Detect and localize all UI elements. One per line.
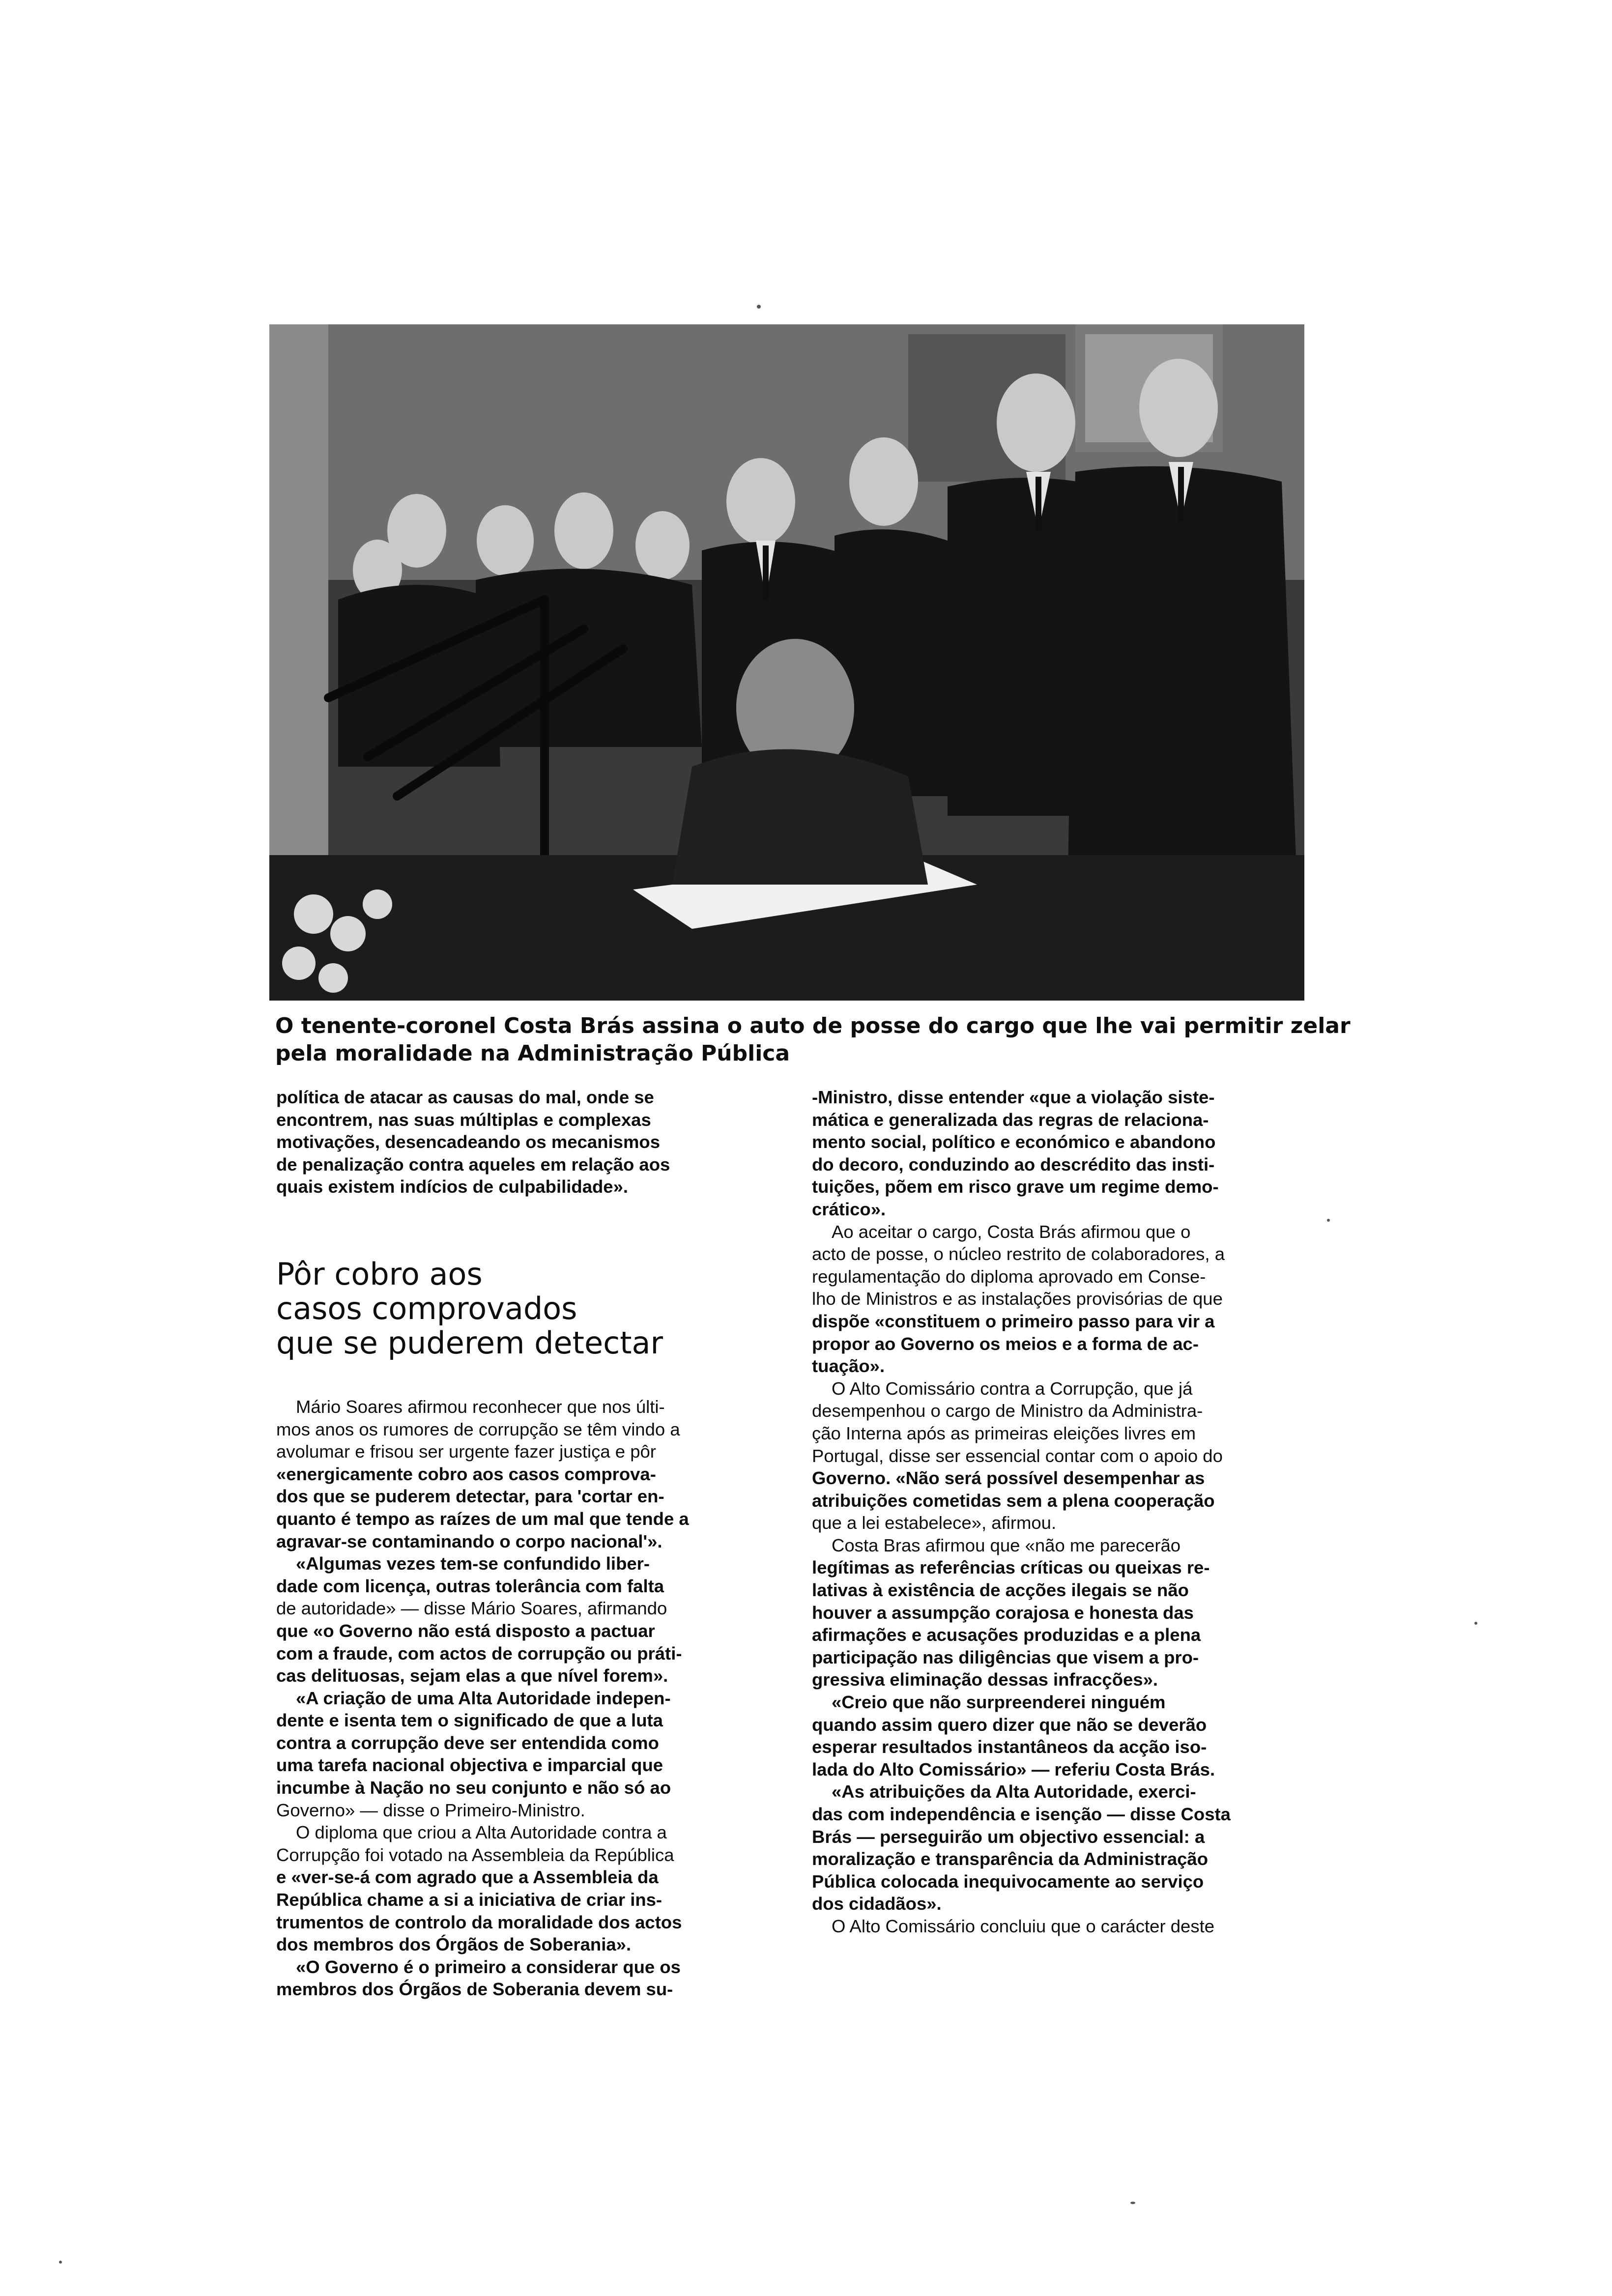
text-line: Corrupção foi votado na Assembleia da República	[276, 1844, 674, 1865]
text-line: O diploma que criou a Alta Autoridade contra a	[296, 1822, 667, 1843]
text-line: com a fraude, com actos de corrupção ou práti-	[276, 1643, 682, 1664]
text-line: lativas à existência de acções ilegais se não	[812, 1580, 1189, 1601]
text-line: Brás — perseguirão um objectivo essencial: a	[812, 1826, 1205, 1847]
text-line: uma tarefa nacional objectiva e imparcial que	[276, 1755, 663, 1776]
text-line: trumentos de controlo da moralidade dos actos	[276, 1912, 682, 1932]
paragraph	[812, 1780, 1303, 1915]
text-line: houver a assumpção corajosa e honesta das	[812, 1602, 1194, 1623]
paragraph	[276, 1956, 768, 2001]
news-photograph	[269, 324, 1304, 1001]
paragraph	[276, 1687, 768, 1822]
text-line: do decoro, conduzindo ao descrédito das insti-	[812, 1154, 1215, 1175]
text-line: mos anos os rumores de corrupção se têm vindo a	[276, 1419, 680, 1439]
paragraph	[812, 1086, 1303, 1221]
text-line: tuições, põem em risco grave um regime demo-	[812, 1177, 1219, 1197]
text-line: ção Interna após as primeiras eleições livres em	[812, 1423, 1196, 1443]
paragraph	[276, 1821, 768, 1956]
text-line: política de atacar as causas do mal, onde se	[276, 1087, 654, 1107]
scan-speck	[59, 2261, 62, 2264]
text-line: contra a corrupção deve ser entendida como	[276, 1732, 659, 1753]
text-line: encontrem, nas suas múltiplas e complexas	[276, 1109, 651, 1130]
text-line: quais existem indícios de culpabilidade».	[276, 1177, 629, 1197]
paragraph	[812, 1915, 1303, 1938]
text-line: O Alto Comissário contra a Corrupção, que já	[832, 1378, 1193, 1399]
paragraph	[276, 1086, 768, 1198]
text-line: participação nas diligências que visem a pro-	[812, 1647, 1199, 1667]
text-line: tuação».	[812, 1356, 885, 1377]
text-line: acto de posse, o núcleo restrito de colaboradores, a	[812, 1244, 1225, 1264]
text-line: Pública colocada inequivocamente ao serviço	[812, 1871, 1204, 1892]
heading-line: casos comprovados	[276, 1290, 577, 1326]
text-line: mática e generalizada das regras de relaciona-	[812, 1109, 1209, 1130]
text-line: Costa Bras afirmou que «não me parecerão	[832, 1535, 1181, 1555]
text-line: dos membros dos Órgãos de Soberania».	[276, 1934, 632, 1955]
text-line: moralização e transparência da Administração	[812, 1849, 1209, 1869]
text-line: regulamentação do diploma aprovado em Conse-	[812, 1266, 1206, 1287]
scan-speck	[1327, 1219, 1330, 1222]
text-line: avolumar e frisou ser urgente fazer justiça e pôr	[276, 1441, 656, 1462]
text-line: Ao aceitar o cargo, Costa Brás afirmou que o	[832, 1221, 1191, 1242]
text-line: República chame a si a iniciativa de criar ins-	[276, 1890, 662, 1910]
text-line: dente e isenta tem o significado de que a luta	[276, 1710, 663, 1731]
text-line: motivações, desencadeando os mecanismos	[276, 1132, 661, 1152]
text-line: cas delituosas, sejam elas a que nível forem».	[276, 1665, 668, 1686]
caption-line: pela moralidade na Administração Pública	[275, 1041, 790, 1066]
photo-illustration	[269, 324, 1304, 1001]
text-line: quanto é tempo as raízes de um mal que tende a	[276, 1508, 689, 1529]
heading-line: Pôr cobro aos	[276, 1256, 483, 1292]
text-line: propor ao Governo os meios e a forma de ac-	[812, 1333, 1199, 1354]
caption-line: O tenente-coronel Costa Brás assina o auto de posse do cargo que lhe vai permitir zelar	[275, 1013, 1351, 1038]
article-column-left	[276, 1086, 768, 2001]
text-line: esperar resultados instantâneos da acção iso-	[812, 1737, 1207, 1757]
text-line: O Alto Comissário concluiu que o carácter deste	[832, 1916, 1215, 1936]
scan-speck	[1130, 2202, 1135, 2204]
text-line: afirmações e acusações produzidas e a plena	[812, 1625, 1201, 1645]
paragraph	[812, 1221, 1303, 1378]
text-line: dos cidadãos».	[812, 1894, 942, 1914]
text-line: «O Governo é o primeiro a considerar que os	[296, 1956, 681, 1977]
text-line: Governo. «Não será possível desempenhar as	[812, 1468, 1205, 1489]
paragraph	[276, 1552, 768, 1687]
text-line: quando assim quero dizer que não se deverão	[812, 1714, 1207, 1735]
text-line: membros dos Órgãos de Soberania devem su-	[276, 1979, 673, 2000]
text-line: «Creio que não surpreenderei ninguém	[832, 1692, 1166, 1713]
section-heading	[276, 1257, 768, 1360]
paragraph	[812, 1691, 1303, 1780]
text-line: e «ver-se-á com agrado que a Assembleia da	[276, 1867, 659, 1888]
photo-caption	[275, 1012, 1351, 1067]
text-line: «energicamente cobro aos casos comprova-	[276, 1464, 656, 1484]
text-line: que a lei estabelece», afirmou.	[812, 1513, 1057, 1533]
text-line: desempenhou o cargo de Ministro da Administra-	[812, 1401, 1203, 1421]
text-line: atribuições cometidas sem a plena cooperação	[812, 1490, 1215, 1511]
text-line: «A criação de uma Alta Autoridade indepen-	[296, 1688, 671, 1708]
text-line: -Ministro, disse entender «que a violação siste-	[812, 1087, 1215, 1107]
scan-speck	[757, 305, 761, 309]
text-line: crático».	[812, 1199, 886, 1219]
text-line: que «o Governo não está disposto a pactuar	[276, 1620, 655, 1641]
text-line: gressiva eliminação dessas infracções».	[812, 1669, 1158, 1690]
text-line: «Algumas vezes tem-se confundido liber-	[296, 1553, 650, 1574]
text-line: agravar-se contaminando o corpo nacional'».	[276, 1531, 662, 1551]
text-line: de penalização contra aqueles em relação aos	[276, 1154, 670, 1175]
paragraph	[276, 1396, 768, 1552]
text-line: dade com licença, outras tolerância com falta	[276, 1576, 664, 1596]
text-line: mento social, político e económico e abandono	[812, 1132, 1216, 1152]
text-line: lho de Ministros e as instalações provisórias de que	[812, 1289, 1223, 1309]
paragraph	[812, 1534, 1303, 1691]
text-line: das com independência e isenção — disse Costa	[812, 1804, 1231, 1824]
text-line: Governo» — disse o Primeiro-Ministro.	[276, 1800, 585, 1820]
text-line: Portugal, disse ser essencial contar com o apoio do	[812, 1445, 1223, 1466]
text-line: dispõe «constituem o primeiro passo para vir a	[812, 1311, 1215, 1331]
scan-speck	[1474, 1622, 1477, 1625]
article-column-right	[812, 1086, 1303, 1938]
text-line: «As atribuições da Alta Autoridade, exerci-	[832, 1781, 1196, 1802]
text-line: Mário Soares afirmou reconhecer que nos últi-	[296, 1396, 665, 1417]
text-line: lada do Alto Comissário» — referiu Costa Brás.	[812, 1759, 1215, 1779]
text-line: incumbe à Nação no seu conjunto e não só ao	[276, 1778, 671, 1798]
heading-line: que se puderem detectar	[276, 1324, 663, 1361]
paragraph	[812, 1378, 1303, 1534]
text-line: de autoridade» — disse Mário Soares, afirmando	[276, 1598, 667, 1619]
text-line: legítimas as referências críticas ou queixas re-	[812, 1557, 1210, 1578]
text-line: dos que se puderem detectar, para 'cortar en-	[276, 1486, 664, 1507]
